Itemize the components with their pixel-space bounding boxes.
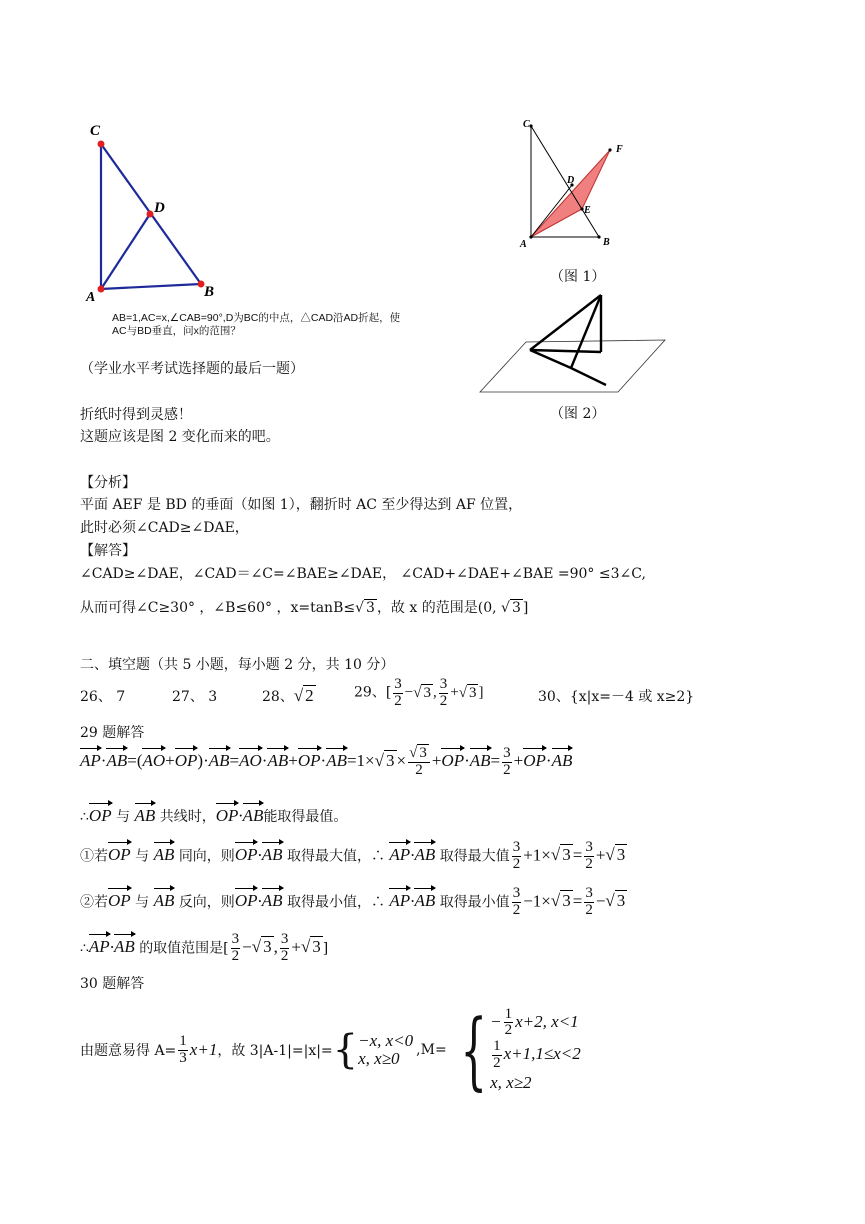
q30-pre: 由题意易得 A= — [80, 1043, 177, 1059]
label-D: D — [154, 200, 165, 216]
q29-equation: AP·AB=(AO+OP)·AB=AO·AB+OP·AB=1×√ 3 × $\frac{√ 3}{2}$ +OP·AB= $\frac{3}{2}$ +OP·AB — [80, 745, 573, 778]
fig1-label-F: F — [616, 144, 623, 155]
intro-line-2: 这题应该是图 2 变化而来的吧。 — [80, 429, 280, 445]
vec-AO: AO — [142, 751, 166, 771]
figure-2-caption: （图 2） — [550, 406, 606, 422]
analysis-line-1: 平面 AEF 是 BD 的垂面（如图 1），翻折时 AC 至少得达到 AF 位置， — [80, 497, 523, 513]
label-B: B — [204, 284, 215, 300]
vec-OP: OP — [174, 751, 198, 771]
q30-solution: 由题意易得 A= $\frac{1}{3}$ x+1 ，故 3|A-1|=|x|= { −x, x<0 x, x≥0 ,M= { − $\frac{1}{2}$ x+2, x<1 $\frac{1}{2}$ x+1,1≤x<2 x, x≥2 — [80, 1001, 581, 1099]
fig1-label-C: C — [523, 119, 530, 130]
frac-3-2: $\frac{3}{2}$ — [394, 676, 402, 709]
brace-1: { — [332, 1027, 359, 1073]
q29-line-4: ②若OP 与 AB 反向，则OP·AB 取得最小值，∴ AP·AB 取得最小值 $\frac{3}{2}$ −1×√ 3 = $\frac{3}{2}$ −√ 3 — [80, 885, 626, 918]
vec-AB: AB — [106, 751, 128, 771]
source-note: （学业水平考试选择题的最后一题） — [80, 361, 304, 377]
q30-title: 30 题解答 — [80, 976, 145, 992]
answer-heading: 【解答】 — [80, 543, 136, 559]
answer-27: 27、 3 — [172, 689, 218, 705]
caption-line-2: AC与BD垂直，问x的范围？ — [112, 325, 241, 337]
brace-2: { — [460, 1001, 487, 1099]
q29-line-2: ∴OP 与 AB 共线时，OP·AB能取得最值。 — [80, 806, 348, 825]
fig1-label-B: B — [603, 237, 610, 248]
frac-3-2-b: $\frac{3}{2}$ — [439, 676, 448, 709]
answer-line-2-mid: ，故 x 的范围是(0, — [376, 600, 497, 616]
figure-caption — [112, 312, 400, 338]
answer-28 — [262, 686, 316, 706]
sqrt-2: √ 2 — [293, 686, 314, 705]
answer-line-2 — [80, 597, 528, 617]
answer-line-2-end: ] — [522, 600, 529, 616]
intro-line-1: 折纸时得到灵感！ — [80, 407, 192, 423]
sqrt-3-b: √ 3 — [501, 600, 521, 616]
answer-line-1: ∠CAD≥∠DAE，∠CAD＝∠C=∠BAE≥∠DAE， ∠CAD+∠DAE+∠BAE =90° ≤3∠C, — [80, 566, 646, 582]
answer-28-label: 28、 — [262, 689, 294, 705]
figure-2 — [478, 290, 670, 396]
analysis-line-2: 此时必须∠CAD≥∠DAE， — [80, 520, 249, 536]
answer-29-label: 29、[ — [354, 684, 392, 701]
answer-line-2-text: 从而可得∠C≥30° ，∠B≤60° ，x=tanB≤ — [80, 600, 356, 616]
main-triangle-figure — [80, 118, 230, 308]
analysis-heading: 【分析】 — [80, 475, 136, 491]
q29-line-3: ①若OP 与 AB 同向，则OP·AB 取得最大值，∴ AP·AB 取得最大值 $\frac{3}{2}$ +1×√ 3 = $\frac{3}{2}$ +√ 3 — [80, 839, 626, 872]
caption-line-1: AB=1,AC=x,∠CAB=90°,D为BC的中点，△CAD沿AD折起，使 — [112, 312, 401, 324]
section-2-heading: 二、填空题（共 5 小题，每小题 2 分，共 10 分） — [80, 657, 395, 673]
fig1-label-D: D — [567, 175, 575, 186]
vec-AP: AP — [80, 751, 101, 771]
q29-title: 29 题解答 — [80, 725, 145, 741]
q29-line-5: ∴AP·AB 的取值范围是[ $\frac{3}{2}$ −√ 3 , $\frac{3}{2}$ +√ 3 ] — [80, 931, 329, 964]
fig1-label-A: A — [520, 239, 527, 250]
sqrt-3: √ 3 — [355, 600, 375, 616]
label-C: C — [90, 123, 101, 139]
answer-29: 29、[ $\frac{3}{2}$ −√ 3 , $\frac{3}{2}$ +√ 3 ] — [354, 676, 484, 709]
label-A: A — [86, 290, 96, 305]
figure-1-caption: （图 1） — [550, 269, 606, 285]
answer-26: 26、 7 — [80, 689, 126, 705]
answer-30: 30、{x|x=－4 或 x≥2} — [538, 689, 695, 705]
figure-1 — [512, 114, 632, 252]
fig1-label-E: E — [584, 205, 591, 216]
